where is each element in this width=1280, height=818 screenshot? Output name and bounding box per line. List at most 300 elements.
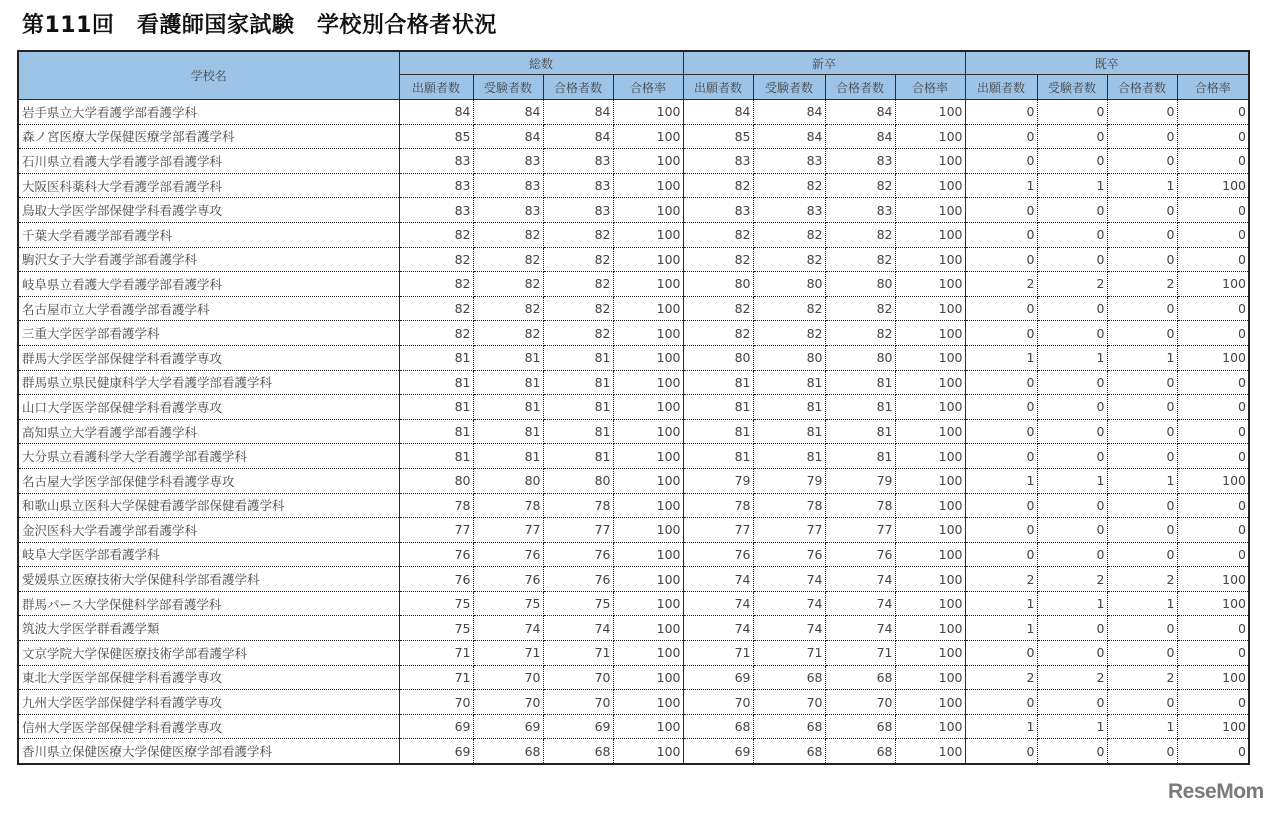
- school-name-cell: 大分県立看護科学大学看護学部看護学科: [18, 444, 399, 469]
- value-cell: 0: [1037, 542, 1107, 567]
- value-cell: 84: [825, 100, 895, 125]
- school-name-cell: 文京学院大学保健医療技術学部看護学科: [18, 641, 399, 666]
- table-row: [18, 419, 1249, 444]
- value-cell: 100: [1177, 173, 1249, 198]
- column-header: 受験者数: [753, 75, 825, 100]
- value-cell: 100: [613, 444, 683, 469]
- table-row: [18, 272, 1249, 297]
- value-cell: 83: [543, 198, 613, 223]
- group-header-past-grad: 既卒: [965, 51, 1249, 75]
- value-cell: 0: [1107, 149, 1177, 174]
- value-cell: 0: [1107, 419, 1177, 444]
- value-cell: 81: [683, 370, 753, 395]
- value-cell: 0: [1177, 395, 1249, 420]
- value-cell: 0: [1107, 518, 1177, 543]
- value-cell: 1: [1107, 591, 1177, 616]
- value-cell: 74: [825, 591, 895, 616]
- value-cell: 1: [1037, 345, 1107, 370]
- school-name-cell: 名古屋大学医学部保健学科看護学専攻: [18, 468, 399, 493]
- value-cell: 76: [473, 542, 543, 567]
- column-header: 合格者数: [543, 75, 613, 100]
- value-cell: 0: [1107, 616, 1177, 641]
- value-cell: 68: [543, 739, 613, 764]
- table-row: [18, 124, 1249, 149]
- value-cell: 0: [1037, 370, 1107, 395]
- results-table: [17, 50, 1250, 765]
- value-cell: 0: [1107, 100, 1177, 125]
- value-cell: 81: [543, 419, 613, 444]
- table-row: [18, 665, 1249, 690]
- value-cell: 82: [683, 296, 753, 321]
- value-cell: 80: [753, 345, 825, 370]
- column-header: 合格率: [613, 75, 683, 100]
- value-cell: 100: [1177, 591, 1249, 616]
- value-cell: 82: [683, 222, 753, 247]
- value-cell: 0: [965, 370, 1037, 395]
- table-row: [18, 714, 1249, 739]
- value-cell: 0: [965, 296, 1037, 321]
- value-cell: 81: [399, 345, 473, 370]
- value-cell: 83: [683, 198, 753, 223]
- value-cell: 2: [965, 567, 1037, 592]
- value-cell: 83: [543, 149, 613, 174]
- value-cell: 0: [1177, 100, 1249, 125]
- value-cell: 1: [965, 591, 1037, 616]
- value-cell: 76: [683, 542, 753, 567]
- value-cell: 75: [543, 591, 613, 616]
- value-cell: 0: [1177, 641, 1249, 666]
- value-cell: 100: [613, 591, 683, 616]
- value-cell: 0: [1037, 149, 1107, 174]
- table-row: [18, 321, 1249, 346]
- school-name-cell: 信州大学医学部保健学科看護学専攻: [18, 714, 399, 739]
- value-cell: 70: [399, 690, 473, 715]
- value-cell: 71: [683, 641, 753, 666]
- value-cell: 0: [1037, 100, 1107, 125]
- value-cell: 0: [1037, 518, 1107, 543]
- value-cell: 0: [1177, 198, 1249, 223]
- school-name-cell: 千葉大学看護学部看護学科: [18, 222, 399, 247]
- value-cell: 0: [1177, 222, 1249, 247]
- value-cell: 79: [825, 468, 895, 493]
- column-header: 出願者数: [399, 75, 473, 100]
- value-cell: 1: [1107, 173, 1177, 198]
- value-cell: 80: [473, 468, 543, 493]
- value-cell: 0: [1107, 198, 1177, 223]
- value-cell: 82: [683, 321, 753, 346]
- value-cell: 81: [399, 395, 473, 420]
- table-row: [18, 370, 1249, 395]
- table-row: [18, 296, 1249, 321]
- value-cell: 82: [825, 222, 895, 247]
- value-cell: 100: [895, 395, 965, 420]
- value-cell: 0: [1107, 247, 1177, 272]
- value-cell: 100: [613, 100, 683, 125]
- value-cell: 100: [895, 616, 965, 641]
- column-header: 合格者数: [825, 75, 895, 100]
- value-cell: 82: [825, 247, 895, 272]
- value-cell: 70: [683, 690, 753, 715]
- value-cell: 83: [543, 173, 613, 198]
- value-cell: 70: [473, 690, 543, 715]
- value-cell: 100: [1177, 714, 1249, 739]
- value-cell: 78: [825, 493, 895, 518]
- value-cell: 81: [473, 370, 543, 395]
- value-cell: 2: [1037, 272, 1107, 297]
- table-row: [18, 493, 1249, 518]
- value-cell: 100: [613, 370, 683, 395]
- value-cell: 78: [543, 493, 613, 518]
- value-cell: 74: [825, 616, 895, 641]
- school-name-cell: 山口大学医学部保健学科看護学専攻: [18, 395, 399, 420]
- value-cell: 100: [1177, 345, 1249, 370]
- value-cell: 100: [1177, 665, 1249, 690]
- value-cell: 77: [825, 518, 895, 543]
- value-cell: 100: [613, 198, 683, 223]
- value-cell: 76: [473, 567, 543, 592]
- value-cell: 71: [543, 641, 613, 666]
- value-cell: 84: [825, 124, 895, 149]
- value-cell: 84: [473, 124, 543, 149]
- value-cell: 84: [753, 100, 825, 125]
- value-cell: 100: [613, 272, 683, 297]
- group-header-total: 総数: [399, 51, 683, 75]
- value-cell: 0: [965, 124, 1037, 149]
- value-cell: 68: [753, 739, 825, 764]
- value-cell: 70: [753, 690, 825, 715]
- value-cell: 74: [753, 616, 825, 641]
- value-cell: 0: [1177, 739, 1249, 764]
- school-name-header: 学校名: [18, 51, 399, 100]
- value-cell: 82: [753, 222, 825, 247]
- value-cell: 81: [473, 395, 543, 420]
- school-name-cell: 群馬パース大学保健科学部看護学科: [18, 591, 399, 616]
- column-header: 出願者数: [965, 75, 1037, 100]
- value-cell: 81: [683, 419, 753, 444]
- value-cell: 81: [473, 419, 543, 444]
- value-cell: 82: [753, 173, 825, 198]
- value-cell: 100: [895, 714, 965, 739]
- value-cell: 1: [965, 714, 1037, 739]
- value-cell: 68: [825, 739, 895, 764]
- value-cell: 84: [543, 100, 613, 125]
- value-cell: 100: [613, 641, 683, 666]
- value-cell: 82: [753, 296, 825, 321]
- column-header: 受験者数: [1037, 75, 1107, 100]
- value-cell: 1: [1107, 468, 1177, 493]
- value-cell: 81: [543, 444, 613, 469]
- value-cell: 81: [825, 370, 895, 395]
- value-cell: 100: [613, 419, 683, 444]
- value-cell: 1: [965, 345, 1037, 370]
- value-cell: 69: [683, 739, 753, 764]
- table-row: [18, 198, 1249, 223]
- value-cell: 0: [1177, 419, 1249, 444]
- value-cell: 100: [895, 567, 965, 592]
- value-cell: 81: [753, 395, 825, 420]
- value-cell: 0: [1177, 493, 1249, 518]
- value-cell: 84: [683, 100, 753, 125]
- value-cell: 0: [1177, 518, 1249, 543]
- value-cell: 0: [965, 149, 1037, 174]
- value-cell: 77: [683, 518, 753, 543]
- value-cell: 2: [1037, 567, 1107, 592]
- value-cell: 70: [543, 665, 613, 690]
- group-header-new-grad: 新卒: [683, 51, 965, 75]
- school-name-cell: 香川県立保健医療大学保健医療学部看護学科: [18, 739, 399, 764]
- value-cell: 84: [473, 100, 543, 125]
- value-cell: 0: [965, 100, 1037, 125]
- value-cell: 100: [613, 395, 683, 420]
- value-cell: 100: [613, 690, 683, 715]
- school-name-cell: 大阪医科薬科大学看護学部看護学科: [18, 173, 399, 198]
- value-cell: 71: [473, 641, 543, 666]
- table-header: [18, 51, 1249, 100]
- value-cell: 85: [399, 124, 473, 149]
- value-cell: 80: [683, 345, 753, 370]
- value-cell: 82: [543, 272, 613, 297]
- value-cell: 0: [965, 247, 1037, 272]
- value-cell: 82: [825, 296, 895, 321]
- value-cell: 81: [825, 419, 895, 444]
- value-cell: 83: [473, 173, 543, 198]
- value-cell: 74: [683, 616, 753, 641]
- value-cell: 82: [683, 247, 753, 272]
- value-cell: 100: [613, 296, 683, 321]
- table-row: [18, 739, 1249, 764]
- value-cell: 0: [1177, 247, 1249, 272]
- value-cell: 100: [895, 149, 965, 174]
- value-cell: 82: [825, 173, 895, 198]
- value-cell: 100: [613, 321, 683, 346]
- value-cell: 0: [1037, 444, 1107, 469]
- value-cell: 76: [399, 542, 473, 567]
- value-cell: 2: [1107, 272, 1177, 297]
- value-cell: 68: [825, 714, 895, 739]
- value-cell: 1: [1037, 468, 1107, 493]
- value-cell: 0: [965, 444, 1037, 469]
- value-cell: 84: [399, 100, 473, 125]
- value-cell: 1: [965, 173, 1037, 198]
- value-cell: 1: [965, 616, 1037, 641]
- value-cell: 100: [613, 124, 683, 149]
- value-cell: 2: [1037, 665, 1107, 690]
- table-row: [18, 247, 1249, 272]
- value-cell: 76: [543, 542, 613, 567]
- column-header: 合格率: [1177, 75, 1249, 100]
- value-cell: 75: [399, 616, 473, 641]
- value-cell: 0: [1037, 222, 1107, 247]
- value-cell: 100: [613, 542, 683, 567]
- school-name-cell: 愛媛県立医療技術大学保健科学部看護学科: [18, 567, 399, 592]
- value-cell: 74: [473, 616, 543, 641]
- value-cell: 85: [683, 124, 753, 149]
- value-cell: 0: [1177, 149, 1249, 174]
- value-cell: 0: [965, 641, 1037, 666]
- value-cell: 81: [825, 395, 895, 420]
- value-cell: 82: [473, 321, 543, 346]
- value-cell: 100: [895, 198, 965, 223]
- value-cell: 0: [1107, 690, 1177, 715]
- school-name-cell: 岐阜県立看護大学看護学部看護学科: [18, 272, 399, 297]
- value-cell: 100: [613, 247, 683, 272]
- school-name-cell: 岐阜大学医学部看護学科: [18, 542, 399, 567]
- value-cell: 78: [683, 493, 753, 518]
- value-cell: 100: [895, 591, 965, 616]
- school-name-cell: 群馬県立県民健康科学大学看護学部看護学科: [18, 370, 399, 395]
- value-cell: 84: [753, 124, 825, 149]
- value-cell: 100: [895, 124, 965, 149]
- value-cell: 0: [1037, 616, 1107, 641]
- value-cell: 100: [895, 222, 965, 247]
- value-cell: 0: [1037, 690, 1107, 715]
- value-cell: 100: [613, 665, 683, 690]
- page-title: 第111回 看護師国家試験 学校別合格者状況: [22, 13, 497, 38]
- value-cell: 0: [965, 198, 1037, 223]
- value-cell: 82: [543, 296, 613, 321]
- value-cell: 0: [1037, 198, 1107, 223]
- value-cell: 77: [399, 518, 473, 543]
- value-cell: 0: [1177, 616, 1249, 641]
- value-cell: 70: [825, 690, 895, 715]
- value-cell: 82: [825, 321, 895, 346]
- value-cell: 70: [543, 690, 613, 715]
- school-name-cell: 森ノ宮医療大学保健医療学部看護学科: [18, 124, 399, 149]
- school-name-cell: 群馬大学医学部保健学科看護学専攻: [18, 345, 399, 370]
- value-cell: 0: [1177, 321, 1249, 346]
- value-cell: 71: [753, 641, 825, 666]
- school-name-cell: 駒沢女子大学看護学部看護学科: [18, 247, 399, 272]
- value-cell: 0: [1107, 296, 1177, 321]
- value-cell: 83: [473, 198, 543, 223]
- school-name-cell: 九州大学医学部保健学科看護学専攻: [18, 690, 399, 715]
- column-header: 出願者数: [683, 75, 753, 100]
- table-row: [18, 222, 1249, 247]
- value-cell: 0: [965, 739, 1037, 764]
- school-name-cell: 岩手県立大学看護学部看護学科: [18, 100, 399, 125]
- value-cell: 81: [543, 370, 613, 395]
- value-cell: 100: [895, 665, 965, 690]
- school-name-cell: 三重大学医学部看護学科: [18, 321, 399, 346]
- value-cell: 83: [683, 149, 753, 174]
- value-cell: 100: [895, 296, 965, 321]
- value-cell: 0: [965, 518, 1037, 543]
- value-cell: 81: [543, 345, 613, 370]
- value-cell: 75: [399, 591, 473, 616]
- value-cell: 1: [1107, 714, 1177, 739]
- value-cell: 100: [613, 493, 683, 518]
- value-cell: 80: [543, 468, 613, 493]
- value-cell: 81: [753, 370, 825, 395]
- value-cell: 71: [399, 665, 473, 690]
- value-cell: 100: [613, 173, 683, 198]
- resemom-logo: ReseMom: [1168, 780, 1264, 803]
- value-cell: 0: [1107, 370, 1177, 395]
- table-row: [18, 468, 1249, 493]
- value-cell: 82: [399, 247, 473, 272]
- value-cell: 100: [895, 641, 965, 666]
- value-cell: 100: [895, 739, 965, 764]
- value-cell: 0: [1037, 641, 1107, 666]
- value-cell: 81: [683, 444, 753, 469]
- value-cell: 82: [399, 321, 473, 346]
- value-cell: 100: [895, 321, 965, 346]
- value-cell: 81: [473, 444, 543, 469]
- value-cell: 0: [1177, 296, 1249, 321]
- value-cell: 69: [399, 739, 473, 764]
- table-body: [18, 100, 1249, 765]
- value-cell: 2: [1107, 567, 1177, 592]
- value-cell: 82: [683, 173, 753, 198]
- value-cell: 82: [753, 247, 825, 272]
- value-cell: 0: [965, 690, 1037, 715]
- value-cell: 83: [399, 173, 473, 198]
- value-cell: 0: [1177, 690, 1249, 715]
- value-cell: 100: [613, 714, 683, 739]
- value-cell: 81: [399, 419, 473, 444]
- value-cell: 82: [473, 272, 543, 297]
- value-cell: 100: [895, 345, 965, 370]
- value-cell: 81: [473, 345, 543, 370]
- school-name-cell: 鳥取大学医学部保健学科看護学専攻: [18, 198, 399, 223]
- value-cell: 76: [825, 542, 895, 567]
- value-cell: 83: [473, 149, 543, 174]
- value-cell: 2: [965, 665, 1037, 690]
- value-cell: 82: [543, 321, 613, 346]
- value-cell: 100: [895, 542, 965, 567]
- table-row: [18, 591, 1249, 616]
- value-cell: 100: [613, 468, 683, 493]
- school-name-cell: 名古屋市立大学看護学部看護学科: [18, 296, 399, 321]
- value-cell: 100: [1177, 567, 1249, 592]
- value-cell: 2: [1107, 665, 1177, 690]
- value-cell: 81: [399, 444, 473, 469]
- school-name-cell: 筑波大学医学群看護学類: [18, 616, 399, 641]
- value-cell: 74: [825, 567, 895, 592]
- column-header: 受験者数: [473, 75, 543, 100]
- value-cell: 0: [1037, 247, 1107, 272]
- value-cell: 81: [825, 444, 895, 469]
- value-cell: 100: [895, 690, 965, 715]
- value-cell: 0: [1037, 395, 1107, 420]
- value-cell: 82: [473, 222, 543, 247]
- value-cell: 68: [753, 665, 825, 690]
- value-cell: 0: [1177, 542, 1249, 567]
- value-cell: 83: [399, 198, 473, 223]
- value-cell: 77: [473, 518, 543, 543]
- value-cell: 100: [613, 739, 683, 764]
- value-cell: 0: [1107, 222, 1177, 247]
- value-cell: 100: [613, 149, 683, 174]
- value-cell: 75: [473, 591, 543, 616]
- school-name-cell: 金沢医科大学看護学部看護学科: [18, 518, 399, 543]
- value-cell: 100: [1177, 272, 1249, 297]
- value-cell: 80: [399, 468, 473, 493]
- value-cell: 76: [753, 542, 825, 567]
- value-cell: 82: [543, 247, 613, 272]
- value-cell: 0: [1107, 739, 1177, 764]
- table-row: [18, 173, 1249, 198]
- value-cell: 74: [683, 567, 753, 592]
- table-row: [18, 100, 1249, 125]
- value-cell: 81: [753, 444, 825, 469]
- value-cell: 82: [473, 247, 543, 272]
- value-cell: 80: [753, 272, 825, 297]
- value-cell: 79: [753, 468, 825, 493]
- value-cell: 1: [1037, 173, 1107, 198]
- value-cell: 81: [543, 395, 613, 420]
- table-row: [18, 616, 1249, 641]
